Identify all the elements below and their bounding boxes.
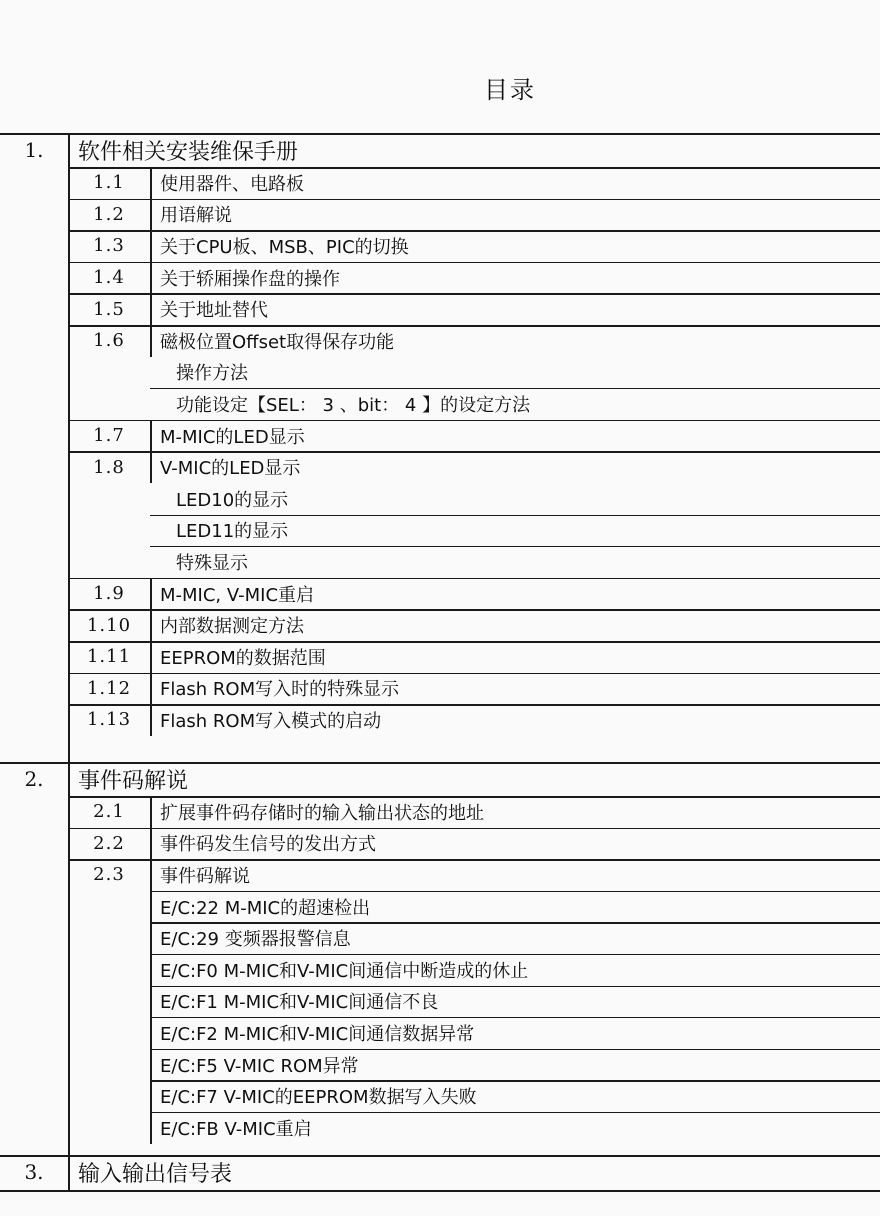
page-title: 目录: [484, 76, 536, 104]
section-title: 输入输出信号表: [78, 1161, 233, 1187]
subsection-number: 1.7: [93, 425, 125, 447]
section-number: 3.: [24, 1160, 44, 1184]
subsection-title: Flash ROM写入模式的启动: [160, 710, 382, 732]
item-title: 特殊显示: [176, 552, 248, 574]
item-title: E/C:22 M-MIC的超速检出: [160, 897, 371, 919]
item-title: 功能设定【SEL： 3 、bit： 4 】的设定方法: [176, 394, 531, 416]
subsection-column-rule: [150, 451, 152, 483]
subsection-column-rule: [150, 828, 152, 860]
subsection-title: M-MIC的LED显示: [160, 426, 305, 448]
number-column-rule: [68, 133, 70, 1190]
subsection-column-rule: [150, 325, 152, 357]
subsection-number: 1.6: [93, 330, 125, 352]
section-title: 事件码解说: [78, 768, 189, 794]
subsection-number: 1.4: [93, 267, 125, 289]
subsection-column-rule: [150, 673, 152, 705]
subsection-title: 关于轿厢操作盘的操作: [160, 268, 340, 290]
subsection-column-rule: [150, 641, 152, 673]
subsection-number: 1.13: [86, 709, 132, 731]
item-title: E/C:29 变频器报警信息: [160, 929, 351, 951]
subsection-column-rule: [150, 167, 152, 199]
subsection-number: 1.9: [93, 583, 125, 605]
subsection-column-rule: [150, 796, 152, 828]
subsection-title: 使用器件、电路板: [160, 173, 304, 195]
subsection-number: 1.5: [93, 298, 125, 320]
section-title: 软件相关安装维保手册: [78, 139, 299, 165]
subsection-number: 1.8: [93, 456, 125, 478]
subsection-title: 磁极位置Offset取得保存功能: [160, 331, 395, 353]
item-title: E/C:F0 M-MIC和V-MIC间通信中断造成的休止: [160, 960, 529, 982]
subsection-number: 1.11: [86, 646, 132, 668]
subsection-column-rule: [150, 230, 152, 262]
table-bottom-rule: [0, 1190, 880, 1192]
item-title: E/C:F2 M-MIC和V-MIC间通信数据异常: [160, 1023, 475, 1045]
subsection-column-rule: [150, 262, 152, 294]
subsection-title: Flash ROM写入时的特殊显示: [160, 679, 400, 701]
item-column-rule: [150, 891, 152, 1144]
section-number: 1.: [24, 138, 44, 162]
subsection-number: 1.2: [93, 203, 125, 225]
subsection-number: 1.12: [86, 677, 132, 699]
subsection-number: 1.3: [93, 235, 125, 257]
item-title: LED10的显示: [176, 489, 289, 511]
subsection-title: 事件码发生信号的发出方式: [160, 834, 376, 856]
subsection-number: 2.1: [93, 801, 125, 823]
subsection-title: 关于地址替代: [160, 300, 268, 322]
subsection-title: 用语解说: [160, 205, 232, 227]
subsection-title: M-MIC, V-MIC重启: [160, 584, 315, 606]
item-title: E/C:F1 M-MIC和V-MIC间通信不良: [160, 992, 439, 1014]
subsection-column-rule: [150, 704, 152, 736]
subsection-column-rule: [150, 420, 152, 452]
subsection-column-rule: [150, 578, 152, 610]
subsection-number: 1.1: [93, 172, 125, 194]
subsection-column-rule: [150, 293, 152, 325]
subsection-column-rule: [150, 199, 152, 231]
subsection-column-rule: [150, 859, 152, 891]
item-title: E/C:F5 V-MIC ROM异常: [160, 1055, 359, 1077]
section-number: 2.: [24, 767, 44, 791]
item-title: E/C:FB V-MIC重启: [160, 1118, 312, 1140]
subsection-title: EEPROM的数据范围: [160, 647, 326, 669]
item-title: 操作方法: [176, 363, 248, 385]
subsection-number: 2.3: [93, 864, 125, 886]
subsection-number: 2.2: [93, 832, 125, 854]
subsection-title: 关于CPU板、MSB、PIC的切换: [160, 236, 409, 258]
subsection-title: 事件码解说: [160, 865, 250, 887]
subsection-title: 内部数据测定方法: [160, 616, 304, 638]
subsection-title: 扩展事件码存储时的输入输出状态的地址: [160, 802, 484, 824]
subsection-number: 1.10: [86, 614, 132, 636]
item-title: E/C:F7 V-MIC的EEPROM数据写入失败: [160, 1087, 477, 1109]
item-title: LED11的显示: [176, 521, 289, 543]
subsection-title: V-MIC的LED显示: [160, 458, 301, 480]
subsection-column-rule: [150, 609, 152, 641]
